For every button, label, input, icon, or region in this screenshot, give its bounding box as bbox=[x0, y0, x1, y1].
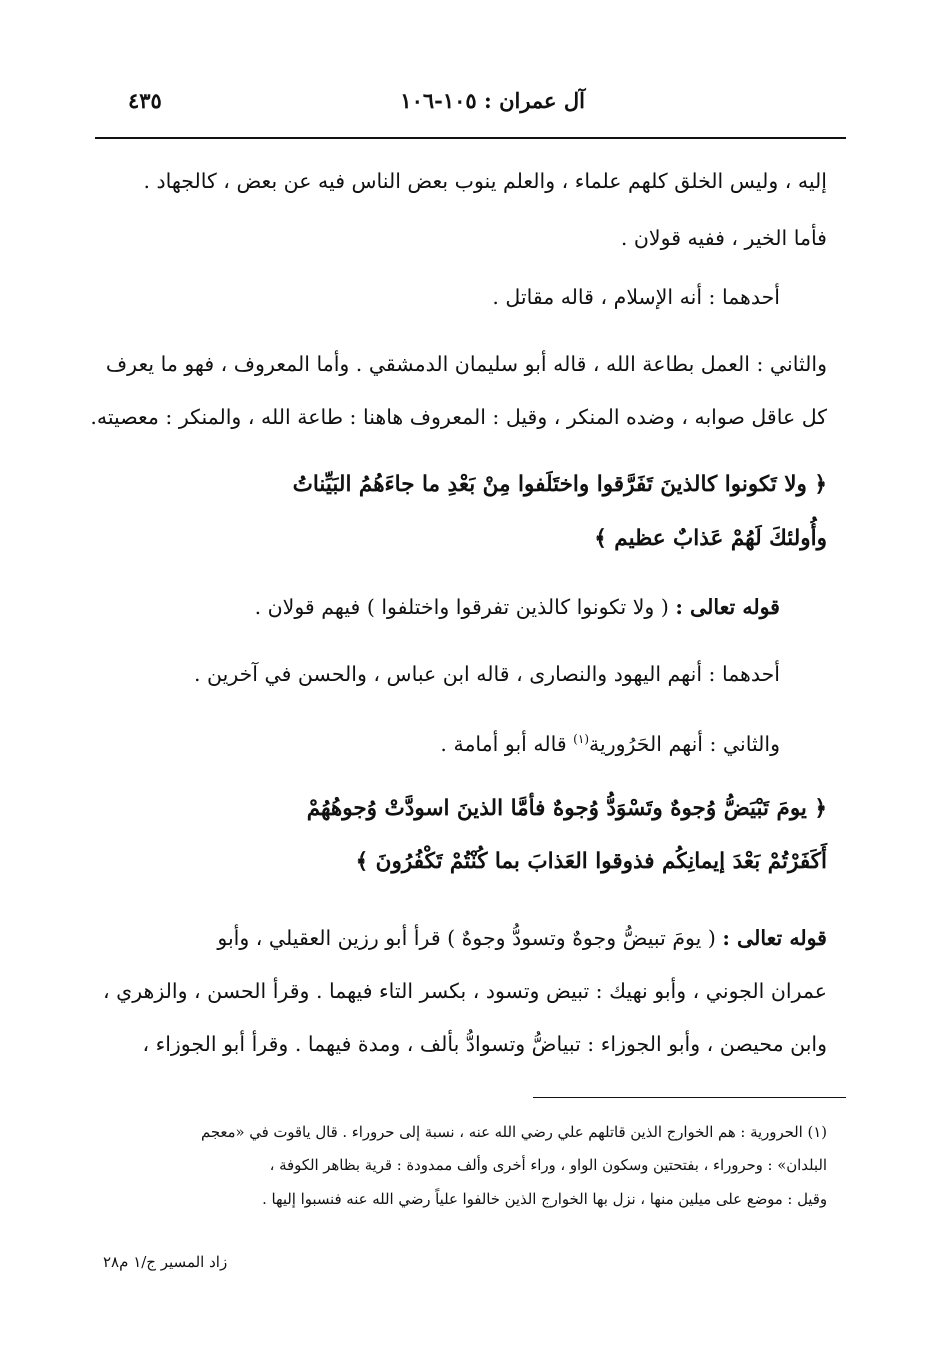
commentary-line bbox=[255, 597, 780, 618]
commentary-line: عمران الجوني ، وأبو نهيك : تبيض وتسود ، بكسر التاء فيهما . وقرأ الحسن ، والزهري ، bbox=[103, 979, 827, 1003]
commentary-line: وابن محيصن ، وأبو الجوزاء : تبياضُّ وتسوادُّ بألف ، ومدة فيهما . وقرأ أبو الجوزاء ، bbox=[142, 1032, 827, 1056]
footnote-line: البلدان» : وحروراء ، بفتحتين وسكون الواو ، وراء أخرى وألف ممدودة : قرية بظاهر الكوفة ، bbox=[269, 1157, 827, 1174]
commentary-lead: قوله تعالى : bbox=[722, 926, 827, 950]
page-number: ٤٣٥ bbox=[128, 88, 162, 113]
commentary-lead: قوله تعالى : bbox=[675, 595, 780, 619]
footnote-reference: (١) bbox=[573, 732, 589, 746]
commentary-line bbox=[217, 928, 827, 949]
header-rule bbox=[95, 137, 846, 139]
body-line: فأما الخير ، ففيه قولان . bbox=[620, 226, 827, 250]
quran-verse-line: وأُولئكَ لَهُمْ عَذابٌ عظيم ﴾ bbox=[594, 526, 827, 551]
footnote-rule bbox=[533, 1097, 846, 1098]
commentary-text: ( يومَ تبيضُّ وجوهٌ وتسودُّ وجوهٌ ) قرأ أبو رزين العقيلي ، وأبو bbox=[217, 926, 723, 950]
quran-verse-line: ﴿ يومَ تَبْيَضُّ وُجوهٌ وتَسْوَدُّ وُجوهٌ فأمَّا الذينَ اسودَّتْ وُجوهُهُمْ bbox=[306, 796, 827, 821]
body-line: أحدهما : أنه الإسلام ، قاله مقاتل . bbox=[492, 285, 780, 309]
body-line: كل عاقل صوابه ، وضده المنكر ، وقيل : المعروف هاهنا : طاعة الله ، والمنكر : معصيته. bbox=[90, 405, 827, 429]
commentary-line bbox=[440, 733, 780, 754]
signature-mark: زاد المسير ج/١ م٢٨ bbox=[103, 1253, 228, 1271]
body-line: والثاني : العمل بطاعة الله ، قاله أبو سليمان الدمشقي . وأما المعروف ، فهو ما يعرف bbox=[105, 352, 827, 376]
quran-verse-line: أَكَفَرْتُمْ بَعْدَ إيمانِكُم فذوقوا العَذابَ بما كُنْتُمْ تَكْفُرُونَ ﴾ bbox=[355, 849, 827, 874]
running-title: آل عمران : ١٠٥-١٠٦ bbox=[400, 88, 585, 113]
commentary-text: قاله أبو أمامة . bbox=[440, 731, 574, 756]
commentary-line: أحدهما : أنهم اليهود والنصارى ، قاله ابن عباس ، والحسن في آخرين . bbox=[193, 662, 780, 686]
body-line: إليه ، وليس الخلق كلهم علماء ، والعلم ينوب بعض الناس فيه عن بعض ، كالجهاد . bbox=[143, 169, 827, 193]
footnote-line: وقيل : موضع على ميلين منها ، نزل بها الخوارج الذين خالفوا علياً رضي الله عنه فنسبوا إليها . bbox=[262, 1191, 827, 1208]
footnote-line: (١) الحرورية : هم الخوارج الذين قاتلهم علي رضي الله عنه ، نسبة إلى حروراء . قال ياقوت في «معجم bbox=[201, 1124, 827, 1141]
commentary-text: والثاني : أنهم الحَرُورية bbox=[589, 731, 780, 756]
commentary-text: ( ولا تكونوا كالذين تفرقوا واختلفوا ) فيهم قولان . bbox=[254, 595, 676, 619]
quran-verse-line: ﴿ ولا تَكونوا كالذينَ تَفَرَّقوا واختَلَفوا مِنْ بَعْدِ ما جاءَهُمُ البَيِّناتُ bbox=[292, 472, 827, 497]
